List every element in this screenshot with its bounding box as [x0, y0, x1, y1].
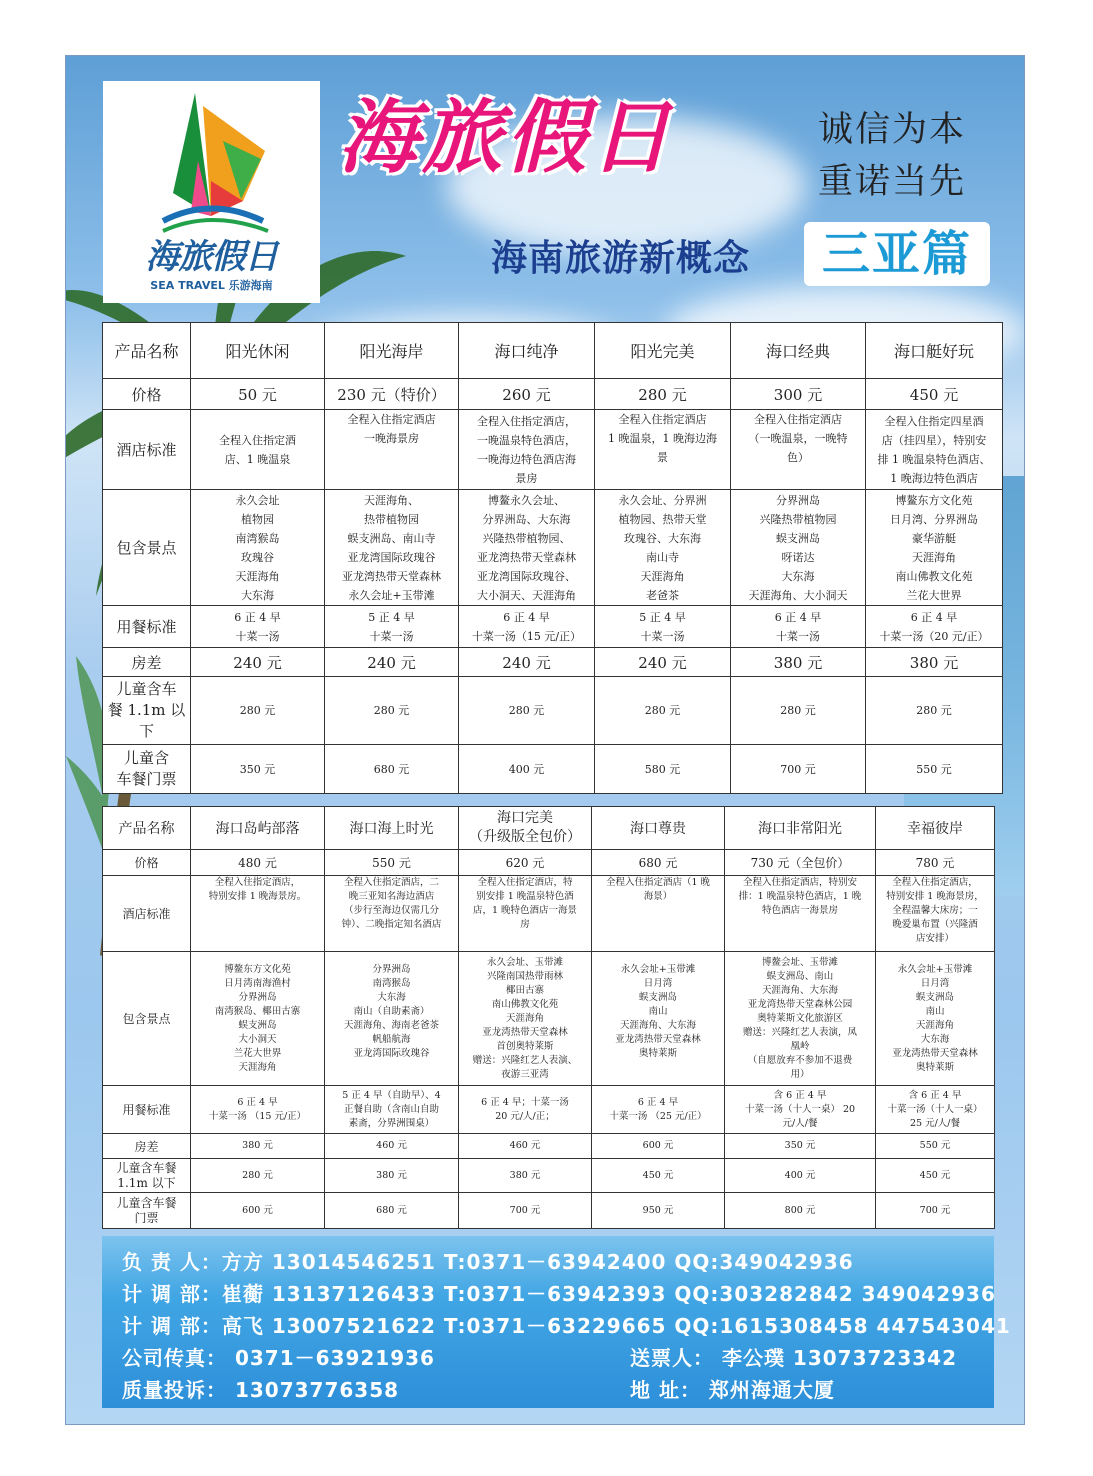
product-name: 海口纯净	[459, 323, 595, 379]
row-label: 房差	[103, 648, 191, 677]
child-meal-price: 280 元	[191, 677, 325, 745]
row-label: 包含景点	[103, 490, 191, 606]
price: 300 元	[731, 379, 866, 410]
price: 620 元	[459, 850, 592, 876]
hotel-standard: 全程入住指定酒店， 特别安排 1 晚海景房。	[191, 876, 325, 952]
row-label: 儿童含车 餐 1.1m 以 下	[103, 677, 191, 745]
room-difference: 240 元	[595, 648, 731, 677]
contact-address: 地 址： 郑州海通大厦	[630, 1378, 835, 1402]
hotel-standard: 全程入住指定酒店，特 别安排 1 晚温泉特色酒 店，1 晚特色酒店一海景 房	[459, 876, 592, 952]
sights: 博鳌东方文化苑 日月湾南海渔村 分界洲岛 南湾猴岛、椰田古寨 蜈支洲岛 大小洞天 兰花大世界 天涯海角	[191, 952, 325, 1086]
price: 280 元	[595, 379, 731, 410]
row-label: 用餐标准	[103, 606, 191, 648]
row-label: 包含景点	[103, 952, 191, 1086]
hotel-standard: 全程入住指定酒店， 特别安排 1 晚海景房， 全程温馨大床房；一 晚爱巢布置（兴隆酒 店安排）	[876, 876, 995, 952]
slogan-line-1: 诚信为本	[818, 110, 967, 150]
price: 260 元	[459, 379, 595, 410]
contact-complaint: 质量投诉： 13073776358	[122, 1378, 400, 1402]
child-ticket-price: 680 元	[325, 745, 459, 794]
child-meal-price: 280 元	[459, 677, 595, 745]
meal-standard: 5 正 4 早（自助早）、4 正餐自助（含南山自助 素斋，分界洲围桌）	[325, 1086, 459, 1134]
meal-standard: 6 正 4 早 十菜一汤	[731, 606, 866, 648]
region-tag: 三亚篇	[804, 222, 990, 286]
sights: 分界洲岛 兴隆热带植物园 蜈支洲岛 呀诺达 大东海 天涯海角、大小洞天	[731, 490, 866, 606]
child-meal-price: 280 元	[595, 677, 731, 745]
meal-standard: 5 正 4 早 十菜一汤	[595, 606, 731, 648]
sights: 永久会址+玉带滩 日月湾 蜈支洲岛 南山 天涯海角、大东海 亚龙湾热带天堂森林 奥特莱斯	[592, 952, 725, 1086]
price: 680 元	[592, 850, 725, 876]
slogan	[818, 104, 966, 208]
room-difference: 600 元	[592, 1134, 725, 1159]
meal-standard: 5 正 4 早 十菜一汤	[325, 606, 459, 648]
room-difference: 380 元	[191, 1134, 325, 1159]
meal-standard: 6 正 4 早；十菜一汤 20 元/人/正；	[459, 1086, 592, 1134]
room-difference: 380 元	[731, 648, 866, 677]
child-meal-price: 280 元	[866, 677, 1003, 745]
price: 780 元	[876, 850, 995, 876]
meal-standard: 6 正 4 早 十菜一汤 （25 元/正）	[592, 1086, 725, 1134]
sights: 博鳌会址、玉带滩 蜈支洲岛、南山 天涯海角、大东海 亚龙湾热带天堂森林公园 奥特莱斯文化旅游区 赠送：兴隆红艺人表演，凤 凰岭 （自愿放弃不参加不退费 用）	[725, 952, 876, 1086]
product-name: 阳光海岸	[325, 323, 459, 379]
hotel-standard: 全程入住指定酒店，二 晚三亚知名海边酒店 （步行至海边仅需几分 钟）、二晚指定知名酒店	[325, 876, 459, 952]
room-difference: 240 元	[325, 648, 459, 677]
room-difference: 240 元	[459, 648, 595, 677]
meal-standard: 6 正 4 早 十菜一汤（20 元/正）	[866, 606, 1003, 648]
product-name: 阳光休闲	[191, 323, 325, 379]
product-table-1	[102, 322, 1003, 794]
sights: 天涯海角、 热带植物园 蜈支洲岛、南山寺 亚龙湾国际玫瑰谷 亚龙湾热带天堂森林 永久会址+玉带滩	[325, 490, 459, 606]
product-name: 海口艇好玩	[866, 323, 1003, 379]
child-ticket-price: 700 元	[731, 745, 866, 794]
subtitle: 海南旅游新概念	[491, 238, 751, 279]
room-difference: 460 元	[459, 1134, 592, 1159]
child-ticket-price: 700 元	[459, 1193, 592, 1229]
hotel-standard: 全程入住指定酒店 1 晚温泉，1 晚海边海 景	[595, 410, 731, 490]
contact-panel	[102, 1236, 1011, 1408]
sights: 永久会址、玉带滩 兴隆南国热带雨林 椰田古寨 南山佛教文化苑 天涯海角 亚龙湾热带天堂森林 首创奥特莱斯 赠送：兴隆红艺人表演、 夜游三亚湾	[459, 952, 592, 1086]
product-name: 幸福彼岸	[876, 807, 995, 850]
child-meal-price: 280 元	[191, 1159, 325, 1193]
product-name: 海口尊贵	[592, 807, 725, 850]
product-name: 海口非常阳光	[725, 807, 876, 850]
logo-tagline: SEA TRAVEL 乐游海南	[150, 279, 273, 292]
price: 730 元（全包价）	[725, 850, 876, 876]
child-ticket-price: 700 元	[876, 1193, 995, 1229]
child-ticket-price: 950 元	[592, 1193, 725, 1229]
price: 480 元	[191, 850, 325, 876]
row-label: 儿童含车餐 1.1m 以下	[103, 1159, 191, 1193]
sights: 永久会址、分界洲 植物园、热带天堂 玫瑰谷、大东海 南山寺 天涯海角 老爸茶	[595, 490, 731, 606]
hotel-standard: 全程入住指定酒店，特别安 排：1 晚温泉特色酒店，1 晚 特色酒店一海景房	[725, 876, 876, 952]
row-label: 儿童含 车餐门票	[103, 745, 191, 794]
child-meal-price: 400 元	[725, 1159, 876, 1193]
child-ticket-price: 350 元	[191, 745, 325, 794]
meal-standard: 含 6 正 4 早 十菜一汤（十人一桌） 20 元/人/餐	[725, 1086, 876, 1134]
row-label: 价格	[103, 379, 191, 410]
child-ticket-price: 600 元	[191, 1193, 325, 1229]
child-ticket-price: 800 元	[725, 1193, 876, 1229]
price: 230 元（特价）	[325, 379, 459, 410]
child-meal-price: 280 元	[731, 677, 866, 745]
contact-fax: 公司传真： 0371－63921936	[122, 1346, 435, 1370]
meal-standard: 含 6 正 4 早 十菜一汤（十人一桌） 25 元/人/餐	[876, 1086, 995, 1134]
hotel-standard: 全程入住指定四星酒 店（挂四星），特别安 排 1 晚温泉特色酒店、 1 晚海边特色酒店	[866, 410, 1003, 490]
room-difference: 240 元	[191, 648, 325, 677]
row-label: 酒店标准	[103, 876, 191, 952]
contact-manager: 负 责 人：方方 13014546251 T:0371－63942400 QQ:349042936	[122, 1250, 854, 1274]
product-name: 海口岛屿部落	[191, 807, 325, 850]
meal-standard: 6 正 4 早 十菜一汤 （15 元/正）	[191, 1086, 325, 1134]
row-label: 产品名称	[103, 807, 191, 850]
child-ticket-price: 400 元	[459, 745, 595, 794]
room-difference: 460 元	[325, 1134, 459, 1159]
hotel-standard: 全程入住指定酒 店、1 晚温泉	[191, 410, 325, 490]
product-name: 海口经典	[731, 323, 866, 379]
hotel-standard: 全程入住指定酒店 （一晚温泉，一晚特 色）	[731, 410, 866, 490]
brand-title: 海旅假日	[338, 91, 674, 184]
child-meal-price: 450 元	[592, 1159, 725, 1193]
contact-planning-1: 计 调 部：崔蘅 13137126433 T:0371－63942393 QQ:303282842 349042936	[122, 1282, 996, 1306]
sights: 博鳌永久会址、 分界洲岛、大东海 兴隆热带植物园、 亚龙湾热带天堂森林 亚龙湾国际玫瑰谷、 大小洞天、天涯海角	[459, 490, 595, 606]
child-ticket-price: 550 元	[866, 745, 1003, 794]
sights: 永久会址 植物园 南湾猴岛 玫瑰谷 天涯海角 大东海	[191, 490, 325, 606]
row-label: 儿童含车餐 门票	[103, 1193, 191, 1229]
child-ticket-price: 580 元	[595, 745, 731, 794]
room-difference: 350 元	[725, 1134, 876, 1159]
child-meal-price: 280 元	[325, 677, 459, 745]
child-meal-price: 380 元	[459, 1159, 592, 1193]
contact-ticket-delivery: 送票人： 李公璞 13073723342	[630, 1346, 958, 1370]
product-table-2	[102, 806, 995, 1229]
price: 450 元	[866, 379, 1003, 410]
contact-planning-2: 计 调 部：高飞 13007521622 T:0371－63229665 QQ:1615308458 447543041	[122, 1314, 1011, 1338]
product-name: 阳光完美	[595, 323, 731, 379]
room-difference: 550 元	[876, 1134, 995, 1159]
sights: 分界洲岛 南湾猴岛 大东海 南山（自助素斋） 天涯海角、海南老爸茶 帆船航海 亚龙湾国际玫瑰谷	[325, 952, 459, 1086]
hotel-standard: 全程入住指定酒店（1 晚 海景）	[592, 876, 725, 952]
meal-standard: 6 正 4 早 十菜一汤（15 元/正）	[459, 606, 595, 648]
meal-standard: 6 正 4 早 十菜一汤	[191, 606, 325, 648]
hotel-standard: 全程入住指定酒店 一晚海景房	[325, 410, 459, 490]
hotel-standard: 全程入住指定酒店， 一晚温泉特色酒店， 一晚海边特色酒店海 景房	[459, 410, 595, 490]
row-label: 用餐标准	[103, 1086, 191, 1134]
child-meal-price: 380 元	[325, 1159, 459, 1193]
room-difference: 380 元	[866, 648, 1003, 677]
child-meal-price: 450 元	[876, 1159, 995, 1193]
row-label: 房差	[103, 1134, 191, 1159]
sights: 博鳌东方文化苑 日月湾、分界洲岛 豪华游艇 天涯海角 南山佛教文化苑 兰花大世界	[866, 490, 1003, 606]
logo	[103, 81, 320, 303]
slogan-line-2: 重诺当先	[818, 162, 967, 202]
sights: 永久会址+玉带滩 日月湾 蜈支洲岛 南山 天涯海角 大东海 亚龙湾热带天堂森林 奥特莱斯	[876, 952, 995, 1086]
product-name: 海口完美 （升级版全包价）	[459, 807, 592, 850]
row-label: 价格	[103, 850, 191, 876]
logo-wordmark: 海旅假日	[145, 237, 278, 277]
row-label: 酒店标准	[103, 410, 191, 490]
price: 550 元	[325, 850, 459, 876]
poster	[65, 55, 1025, 1425]
product-name: 海口海上时光	[325, 807, 459, 850]
row-label: 产品名称	[103, 323, 191, 379]
child-ticket-price: 680 元	[325, 1193, 459, 1229]
price: 50 元	[191, 379, 325, 410]
